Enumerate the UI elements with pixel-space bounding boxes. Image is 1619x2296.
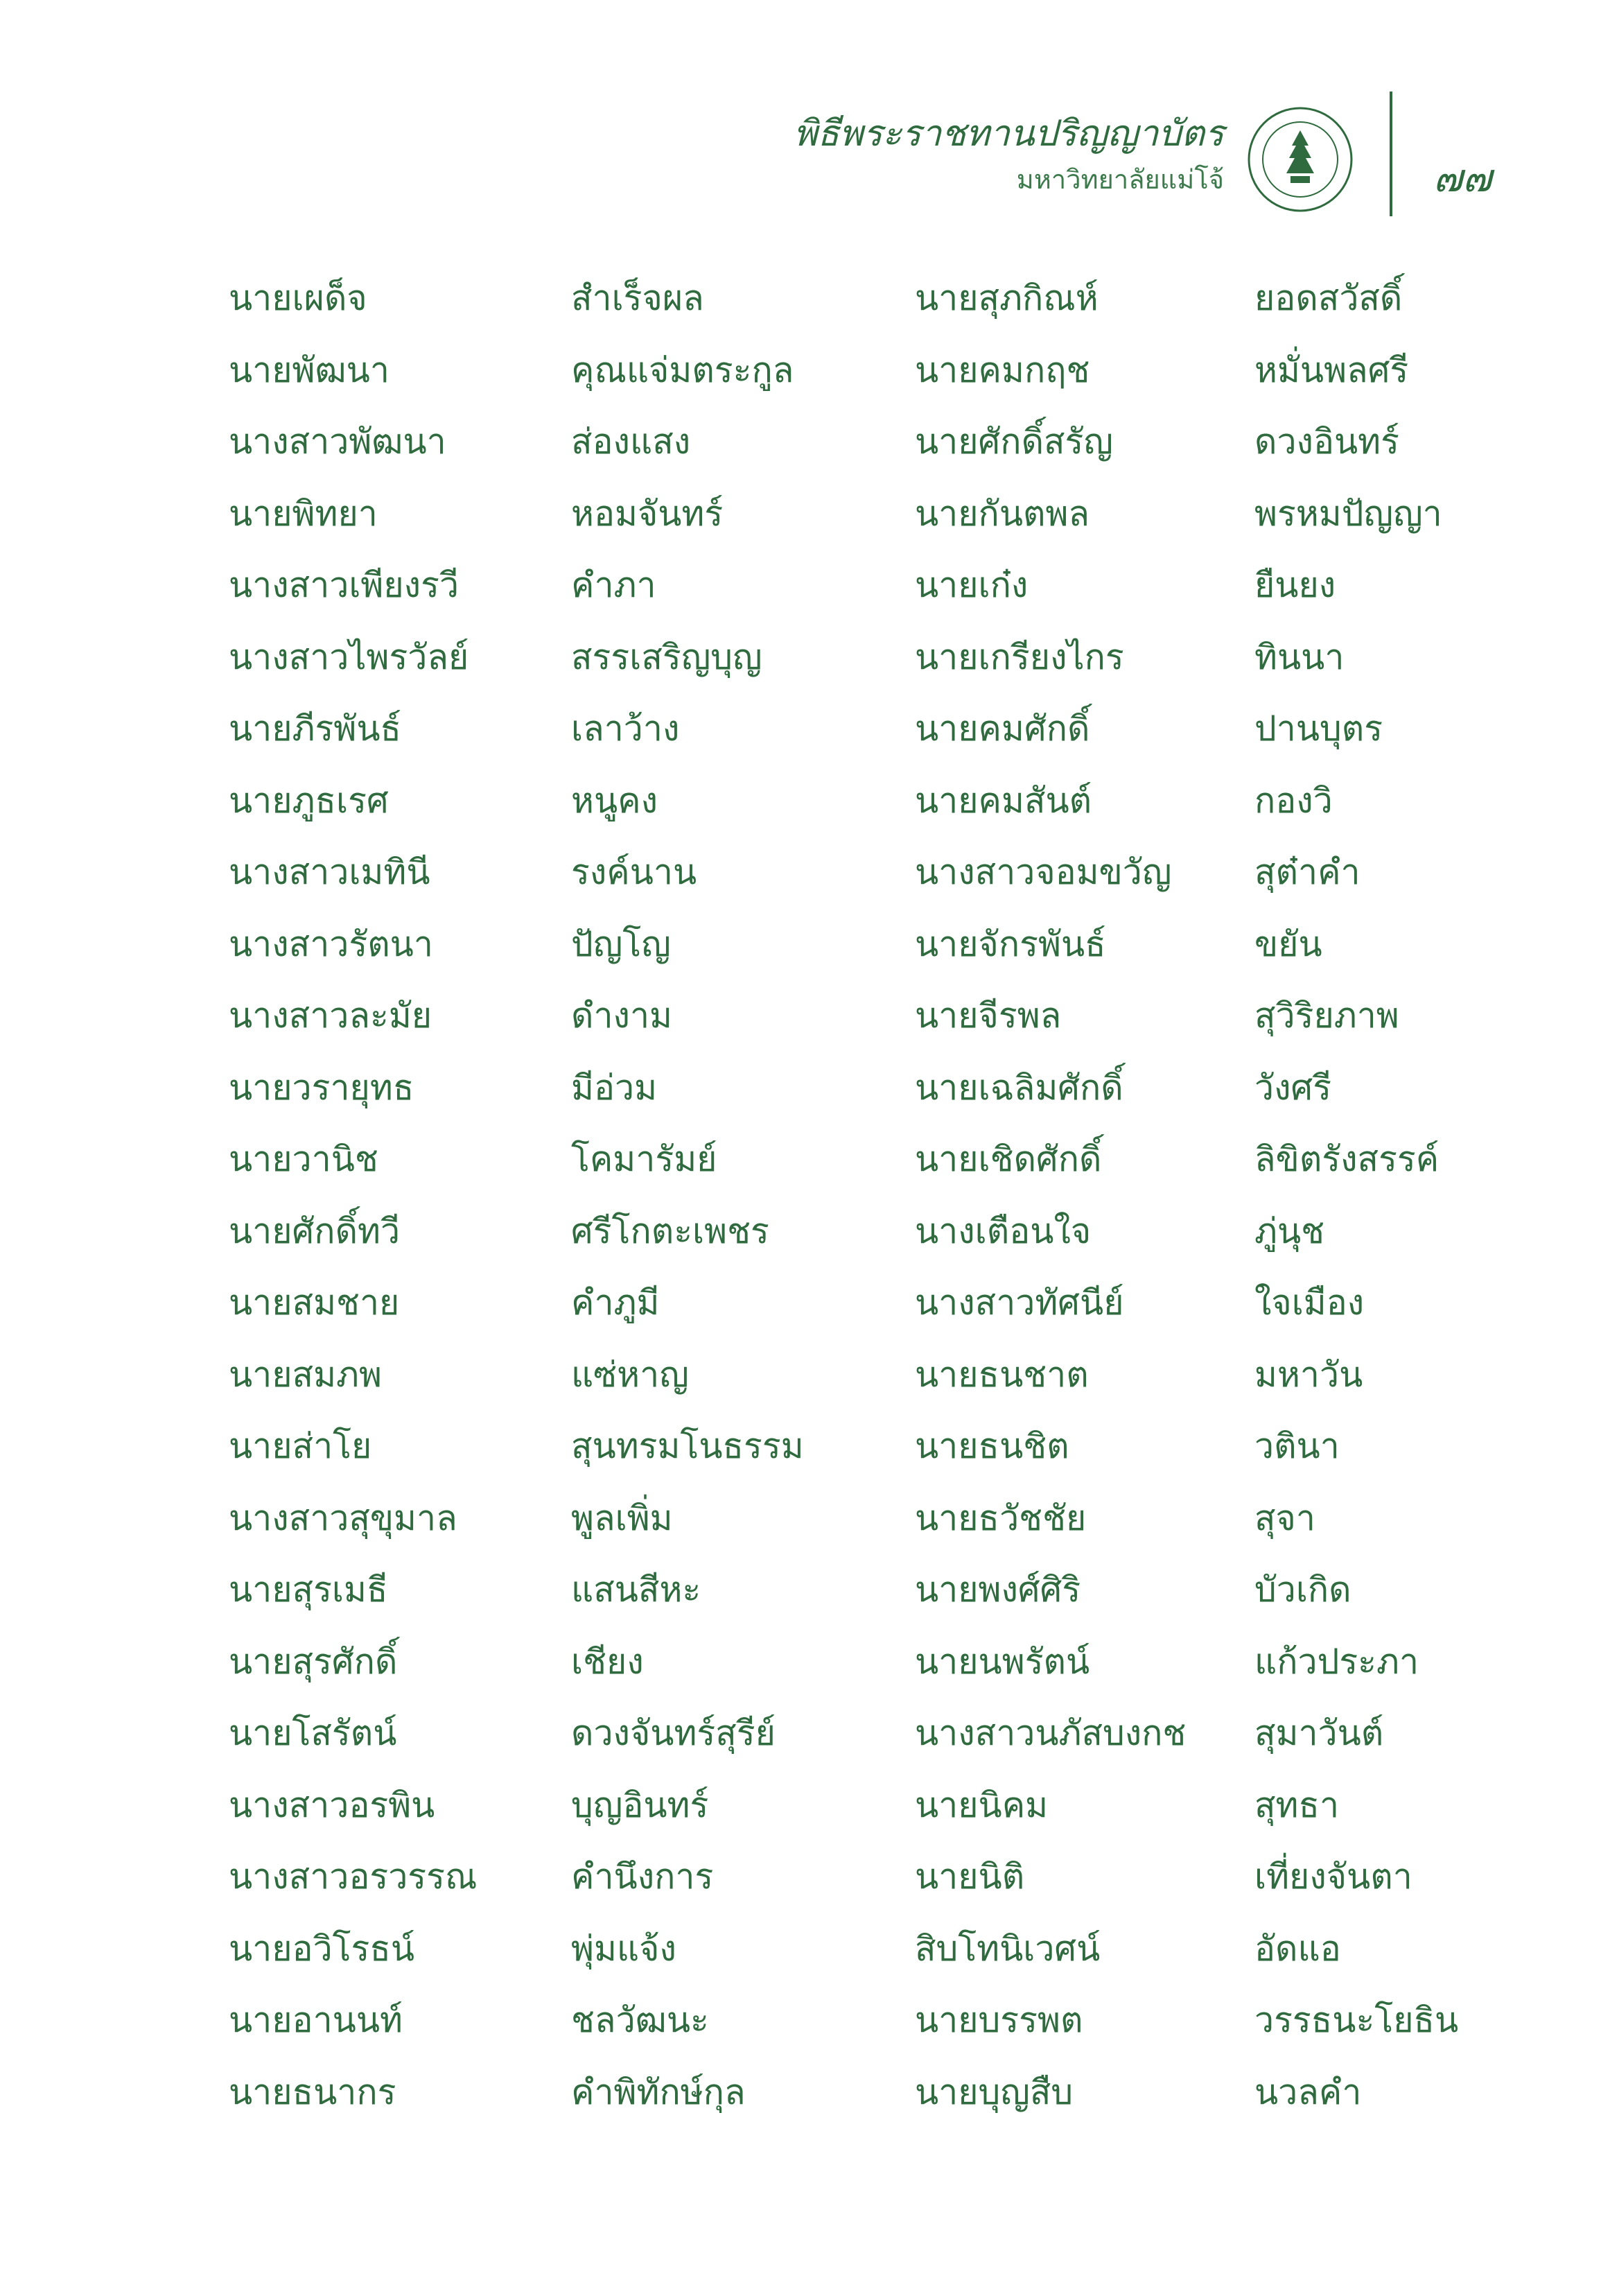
last-name: สุทธา [1254, 1784, 1340, 1825]
first-name: นายสุภกิณห์ [915, 278, 1099, 318]
last-name: เลาว้าง [571, 708, 680, 749]
last-name: ส่องแสง [571, 421, 691, 462]
first-name: นายกันตพล [915, 493, 1090, 534]
last-name: แก้วประภา [1254, 1641, 1419, 1682]
last-name: ยืนยง [1254, 565, 1336, 605]
first-name: นางสาวอรพิน [229, 1784, 435, 1825]
first-name: นายอวิโรธน์ [229, 1928, 415, 1969]
last-name: โคมารัมย์ [571, 1139, 717, 1179]
last-name: ขยัน [1254, 923, 1322, 964]
first-name: นายเฉลิมศักดิ์ [915, 1067, 1123, 1108]
first-name: นายสุรเมธี [229, 1569, 388, 1610]
last-name: วรรธนะโยธิน [1254, 2000, 1459, 2040]
first-name: นายคมสันต์ [915, 780, 1092, 821]
last-name: เที่ยงจันตา [1254, 1856, 1412, 1897]
last-name: สรรเสริญบุญ [571, 636, 762, 677]
last-name: รงค์นาน [571, 852, 697, 892]
first-name: นายธนากร [229, 2071, 396, 2112]
first-name: นายศักดิ์ทวี [229, 1210, 401, 1251]
first-name: นายบรรพต [915, 2000, 1083, 2040]
last-name: ดำงาม [571, 995, 672, 1036]
first-name: นางสาวอรวรรณ [229, 1856, 478, 1897]
last-name: สุนทรมโนธรรม [571, 1426, 804, 1466]
first-name: นายวรายุทธ [229, 1067, 414, 1108]
last-name: หมั่นพลศรี [1254, 349, 1409, 390]
first-name: นายโสรัตน์ [229, 1713, 397, 1753]
last-name: มีอ่วม [571, 1067, 658, 1108]
name-row [229, 1558, 1518, 1630]
last-name: มหาวัน [1254, 1354, 1363, 1395]
name-row [229, 553, 1518, 625]
first-name: นางสาวทัศนีย์ [915, 1282, 1124, 1323]
last-name: สุวิริยภาพ [1254, 995, 1399, 1036]
graduate-name-list [229, 266, 1518, 2132]
first-name: นายเกรียงไกร [915, 636, 1124, 677]
last-name: ยอดสวัสดิ์ [1254, 278, 1403, 318]
name-row [229, 1414, 1518, 1486]
last-name: พุ่มแจ้ง [571, 1928, 676, 1969]
first-name: นายจีรพล [915, 995, 1062, 1036]
first-name: นายเชิดศักดิ์ [915, 1139, 1102, 1179]
university-name: มหาวิทยาลัยแม่โจ้ [1016, 164, 1224, 195]
name-row [229, 769, 1518, 841]
last-name: สุต๋าคำ [1254, 852, 1360, 892]
last-name: ดวงอินทร์ [1254, 421, 1399, 462]
last-name: สำเร็จผล [571, 278, 704, 318]
first-name: สิบโทนิเวศน์ [915, 1928, 1101, 1969]
name-row [229, 1773, 1518, 1845]
last-name: คำภูมี [571, 1282, 660, 1323]
name-row [229, 1701, 1518, 1773]
first-name: นายสมชาย [229, 1282, 400, 1323]
last-name: คำพิทักษ์กุล [571, 2071, 746, 2112]
last-name: แสนสีหะ [571, 1569, 701, 1610]
page-header [0, 0, 1619, 229]
last-name: แซ่หาญ [571, 1354, 689, 1395]
first-name: นางสาวละมัย [229, 995, 432, 1036]
first-name: นางสาวจอมขวัญ [915, 852, 1172, 892]
first-name: นายพงศ์ศิริ [915, 1569, 1081, 1610]
first-name: นายนพรัตน์ [915, 1641, 1090, 1682]
name-row [229, 625, 1518, 697]
last-name: ปัญโญ [571, 923, 671, 964]
name-row [229, 266, 1518, 338]
last-name: ปานบุตร [1254, 708, 1383, 749]
first-name: นายธนชาต [915, 1354, 1089, 1395]
first-name: นายนิติ [915, 1856, 1025, 1897]
name-row [229, 697, 1518, 769]
last-name: ใจเมือง [1254, 1282, 1365, 1323]
first-name: นายพัฒนา [229, 349, 390, 390]
first-name: นายเผด็จ [229, 278, 367, 318]
last-name: สุจา [1254, 1497, 1315, 1538]
name-row [229, 1917, 1518, 1989]
name-row [229, 1127, 1518, 1199]
name-row [229, 338, 1518, 410]
first-name: นางสาวพัฒนา [229, 421, 446, 462]
first-name: นางสาวรัตนา [229, 923, 433, 964]
first-name: นางสาวเพียงรวี [229, 565, 460, 605]
first-name: นายอานนท์ [229, 2000, 403, 2040]
name-row [229, 410, 1518, 482]
last-name: คำภา [571, 565, 656, 605]
last-name: พูลเพิ่ม [571, 1497, 673, 1538]
last-name: ทินนา [1254, 636, 1345, 677]
first-name: นางสาวสุขุมาล [229, 1497, 457, 1538]
last-name: ภู่นุช [1254, 1210, 1325, 1251]
name-row [229, 912, 1518, 984]
header-divider [1390, 92, 1392, 216]
last-name: บัวเกิด [1254, 1569, 1351, 1610]
last-name: ศรีโกตะเพชร [571, 1210, 769, 1251]
name-row [229, 1845, 1518, 1917]
first-name: นายภีรพันธ์ [229, 708, 402, 749]
name-row [229, 840, 1518, 912]
name-row [229, 1486, 1518, 1558]
ceremony-title: พิธีพระราชทานปริญญาบัตร [793, 113, 1224, 155]
first-name: นายนิคม [915, 1784, 1049, 1825]
last-name: กองวิ [1254, 780, 1333, 821]
first-name: นายพิทยา [229, 493, 378, 534]
first-name: นายธนชิต [915, 1426, 1069, 1466]
first-name: นายภูธเรศ [229, 780, 389, 821]
page-number: ๗๗ [1433, 156, 1492, 201]
last-name: ลิขิตรังสรรค์ [1254, 1139, 1439, 1179]
name-row [229, 984, 1518, 1056]
last-name: วตินา [1254, 1426, 1340, 1466]
last-name: คุณแจ่มตระกูล [571, 349, 794, 390]
first-name: นายสุรศักดิ์ [229, 1641, 398, 1682]
first-name: นายบุญสืบ [915, 2071, 1074, 2112]
last-name: บุญอินทร์ [571, 1784, 709, 1825]
first-name: นายจักรพันธ์ [915, 923, 1106, 964]
name-row [229, 1199, 1518, 1271]
name-row [229, 1988, 1518, 2060]
name-row [229, 1271, 1518, 1343]
first-name: นายธวัชชัย [915, 1497, 1087, 1538]
last-name: สุมาวันต์ [1254, 1713, 1384, 1753]
first-name: นายศักดิ์สรัญ [915, 421, 1114, 462]
first-name: นายส่าโย [229, 1426, 372, 1466]
last-name: หนูคง [571, 780, 658, 821]
first-name: นางเตือนใจ [915, 1210, 1092, 1251]
last-name: วังศรี [1254, 1067, 1332, 1108]
first-name: นายเก๋ง [915, 565, 1029, 605]
first-name: นางสาวไพรวัลย์ [229, 636, 469, 677]
last-name: ชลวัฒนะ [571, 2000, 709, 2040]
first-name: นายคมกฤช [915, 349, 1090, 390]
first-name: นายคมศักดิ์ [915, 708, 1090, 749]
name-row [229, 2060, 1518, 2132]
university-seal-icon [1245, 104, 1356, 215]
name-row [229, 1343, 1518, 1415]
first-name: นางสาวเมทินี [229, 852, 430, 892]
last-name: พรหมปัญญา [1254, 493, 1442, 534]
last-name: อัดแอ [1254, 1928, 1341, 1969]
last-name: หอมจันทร์ [571, 493, 724, 534]
last-name: นวลคำ [1254, 2071, 1362, 2112]
first-name: นางสาวนภัสบงกช [915, 1713, 1187, 1753]
name-row [229, 1056, 1518, 1128]
last-name: คำนึงการ [571, 1856, 714, 1897]
last-name: ดวงจันทร์สุรีย์ [571, 1713, 776, 1753]
name-row [229, 482, 1518, 554]
first-name: นายสมภพ [229, 1354, 382, 1395]
name-row [229, 1630, 1518, 1702]
last-name: เชียง [571, 1641, 644, 1682]
first-name: นายวานิช [229, 1139, 378, 1179]
